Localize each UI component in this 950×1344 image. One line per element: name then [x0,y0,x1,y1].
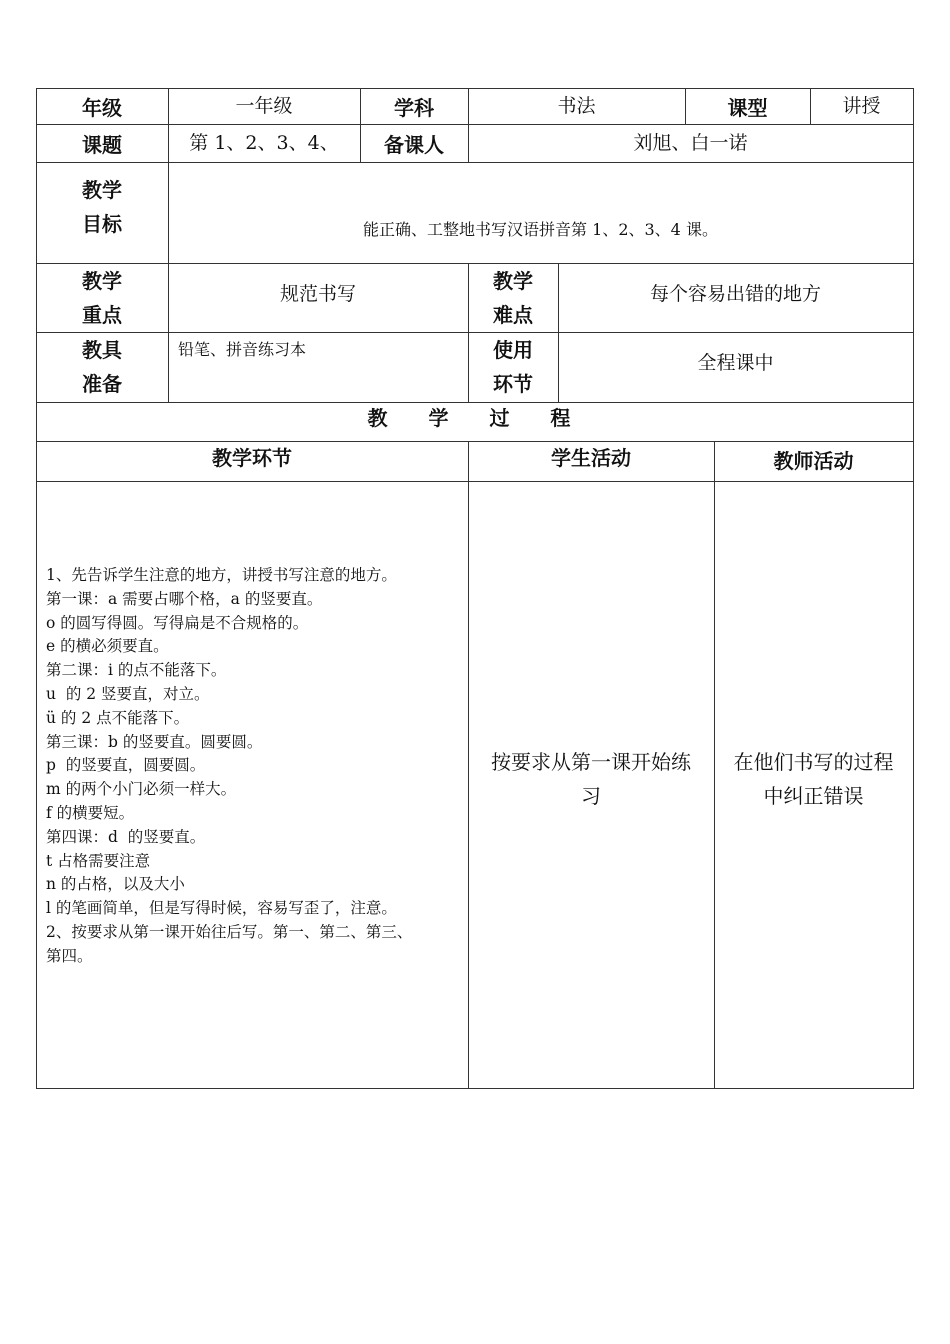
topic-value: 第 1、2、3、4、 [189,131,339,154]
teaching-step-line: e 的横必须要直。 [46,637,169,656]
col-header-student: 学生活动 [551,445,631,470]
key-point-label-line2: 重点 [82,302,122,327]
objective-label [36,172,168,242]
preparer-label: 备课人 [384,132,444,157]
tools-value: 铅笔、拼音练习本 [178,340,307,359]
difficulty-label-line2: 难点 [493,302,533,327]
process-title: 教 学 过 程 [367,405,583,430]
objective-label-line2: 目标 [82,212,122,236]
objective-value: 能正确、工整地书写汉语拼音第 1、2、3、4 课。 [363,219,718,239]
col-header-teacher: 教师活动 [773,448,854,473]
type-value: 讲授 [842,94,881,117]
difficulty-label-line1: 教学 [493,268,533,293]
subject-label: 学科 [394,95,434,120]
type-label: 课型 [727,95,768,120]
teaching-step-line: t 占格需要注意 [46,851,151,870]
difficulty-label [468,263,558,332]
teaching-step-line: 2、按要求从第一课开始往后写。第一、第二、第三、 [46,922,413,941]
teaching-step-line: l 的笔画简单，但是写得时候，容易写歪了，注意。 [46,899,397,918]
grade-value: 一年级 [235,94,293,117]
tools-label [36,332,168,402]
preparer-value: 刘旭、白一诺 [633,131,748,154]
key-point-label [36,263,168,332]
difficulty-value: 每个容易出错的地方 [649,283,821,305]
teaching-step-line: n 的占格，以及大小 [46,875,185,894]
teaching-step-line: u 的 2 竖要直，对立。 [46,684,210,703]
objective-label-line1: 教学 [82,178,122,202]
teaching-step-line: f 的横要短。 [46,803,135,822]
student-activity-line1: 按要求从第一课开始练 [491,750,691,774]
rule-row7 [36,481,914,482]
teaching-step-line: ü 的 2 点不能落下。 [46,708,190,727]
key-point-label-line1: 教学 [82,268,122,293]
teaching-step-line: 第一课：a 需要占哪个格，a 的竖要直。 [46,589,323,608]
teacher-activity-line2: 中纠正错误 [763,784,864,808]
teaching-step-line: m 的两个小门必须一样大。 [46,780,237,799]
teaching-step-line: 第四。 [46,946,93,965]
teaching-step-line: 第二课：i 的点不能落下。 [46,661,227,680]
teaching-steps [46,564,464,984]
teaching-step-line: 1、先告诉学生注意的地方，讲授书写注意的地方。 [46,566,397,584]
teacher-activity [714,745,913,813]
tools-label-line2: 准备 [82,372,122,396]
rule-right [913,88,914,1089]
usage-label [468,332,558,402]
topic-label: 课题 [82,132,122,157]
teaching-step-line: 第三课：b 的竖要直。圆要圆。 [46,732,263,751]
student-activity-line2: 习 [581,784,601,808]
col-header-steps: 教学环节 [212,445,292,470]
usage-label-line1: 使用 [493,338,533,362]
rule-bottom [36,1088,914,1089]
subject-value: 书法 [557,94,596,117]
usage-value: 全程课中 [697,351,774,374]
teaching-step-line: o 的圆写得圆。写得扁是不合规格的。 [46,613,309,632]
usage-label-line2: 环节 [493,372,533,396]
key-point-value: 规范书写 [279,283,356,305]
student-activity [468,745,714,813]
grade-label: 年级 [82,95,122,120]
teacher-activity-line1: 在他们书写的过程 [733,750,894,774]
teaching-step-line: p 的竖要直，圆要圆。 [46,756,206,775]
tools-label-line1: 教具 [82,338,122,362]
teaching-step-line: 第四课：d 的竖要直。 [46,827,206,846]
